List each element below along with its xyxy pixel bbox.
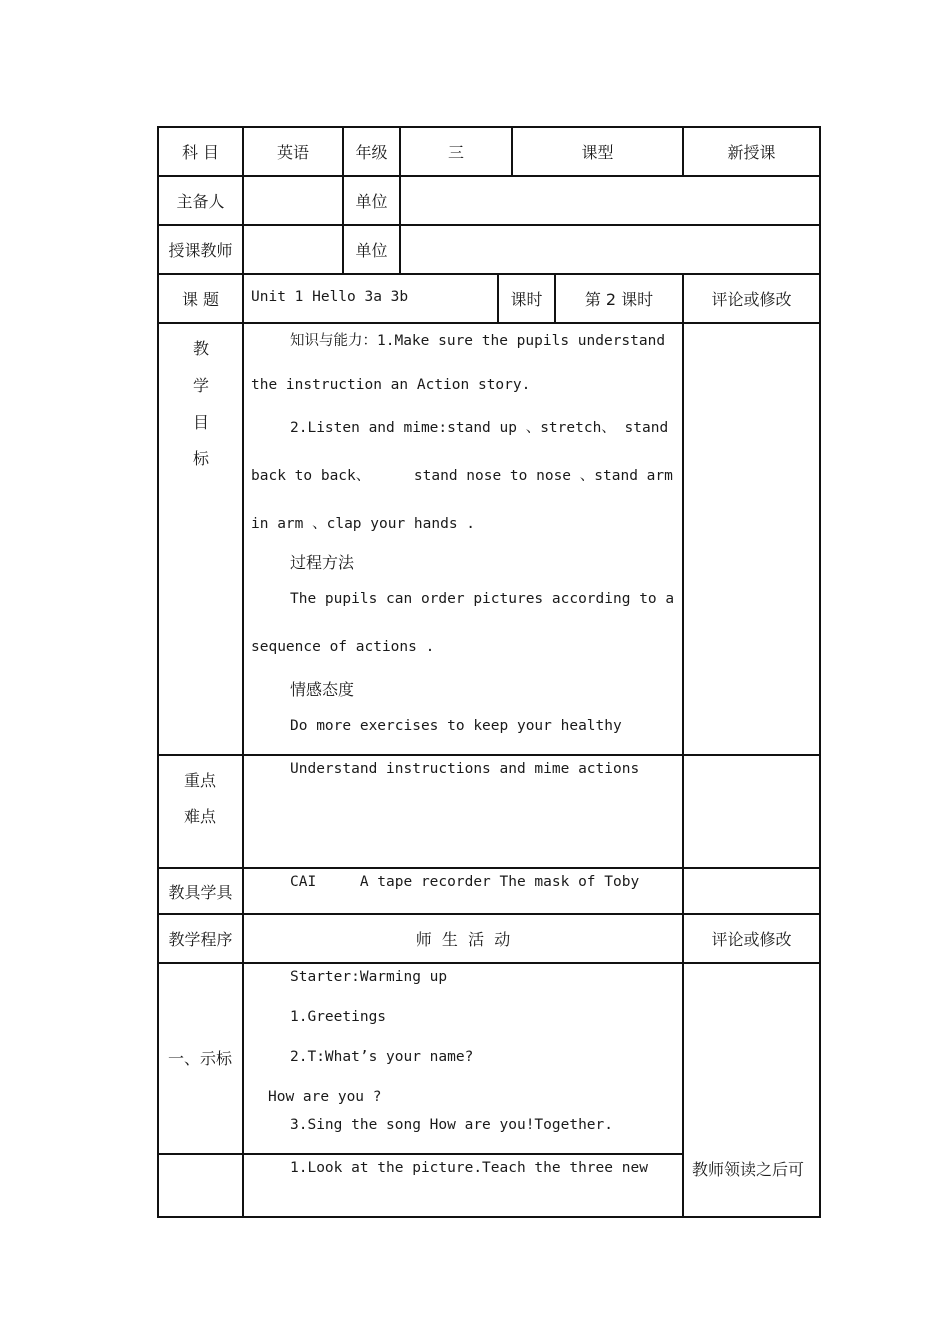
objectives-line: back to back、 stand nose to nose 、stand arm: [251, 468, 673, 484]
table-col-rule: [242, 126, 244, 1218]
subject-value: 英语: [276, 143, 309, 162]
objectives-heading: 过程方法: [290, 553, 355, 572]
teacher-unit-label: 单位: [355, 241, 388, 260]
objectives-label-char: 目: [193, 413, 210, 432]
lead-unit-label: 单位: [355, 192, 388, 211]
period-label: 课时: [510, 290, 543, 309]
subject-label: 科 目: [181, 143, 220, 162]
table-rule: [157, 175, 821, 177]
step2-comment: 教师领读之后可: [692, 1160, 805, 1179]
objectives-line: 知识与能力：1.Make sure the pupils understand: [290, 333, 666, 349]
step1-line: 2.T:What’s your name?: [290, 1049, 474, 1065]
table-border-right: [819, 126, 821, 1218]
topic-value: Unit 1 Hello 3a 3b: [251, 289, 409, 305]
objectives-line: in arm 、clap your hands .: [251, 516, 476, 532]
table-border-bottom: [157, 1216, 821, 1218]
step1-line: Starter:Warming up: [290, 969, 448, 985]
comment-header: 评论或修改: [711, 290, 792, 309]
difficulties-label: 难点: [184, 807, 217, 826]
step1-line: 1.Greetings: [290, 1009, 387, 1025]
step2-line: 1.Look at the picture.Teach the three new: [290, 1160, 648, 1176]
key-points-text: Understand instructions and mime actions: [290, 761, 640, 777]
step1-line: How are you ?: [268, 1089, 382, 1105]
table-rule: [157, 867, 821, 869]
period-value: 第 2 课时: [584, 290, 654, 309]
table-rule: [157, 322, 821, 324]
table-rule: [157, 962, 821, 964]
tools-label: 教具学具: [168, 882, 233, 902]
objectives-line: 2.Listen and mime:stand up 、stretch、 stand: [290, 420, 669, 436]
objectives-heading: 情感态度: [290, 680, 355, 699]
table-col-rule: [682, 273, 684, 1218]
table-rule: [157, 754, 821, 756]
objectives-label-char: 标: [193, 449, 210, 468]
procedure-comment-header: 评论或修改: [711, 930, 792, 949]
step1-label: 一、示标: [168, 1049, 233, 1068]
objectives-line: sequence of actions .: [251, 639, 435, 655]
grade-value: 三: [447, 143, 464, 162]
procedure-label: 教学程序: [168, 930, 233, 949]
lead-preparer-label: 主备人: [176, 192, 225, 211]
objectives-line: The pupils can order pictures according to a: [290, 591, 675, 607]
lesson-type-label: 课型: [581, 143, 614, 162]
key-points-label: 重点: [184, 771, 217, 790]
objectives-label-char: 学: [193, 376, 210, 395]
grade-label: 年级: [355, 143, 388, 162]
objectives-line: Do more exercises to keep your healthy: [290, 718, 622, 734]
teacher-label: 授课教师: [168, 241, 233, 260]
tools-text: CAI A tape recorder The mask of Toby: [290, 874, 640, 890]
step1-line: 3.Sing the song How are you!Together.: [290, 1117, 614, 1133]
objectives-label-char: 教: [193, 339, 210, 358]
topic-label: 课 题: [181, 290, 220, 309]
objectives-line: the instruction an Action story.: [251, 377, 531, 393]
table-rule: [157, 1153, 684, 1155]
table-rule: [157, 224, 821, 226]
activity-header: 师 生 活 动: [415, 930, 511, 949]
lesson-type-value: 新授课: [727, 143, 776, 162]
